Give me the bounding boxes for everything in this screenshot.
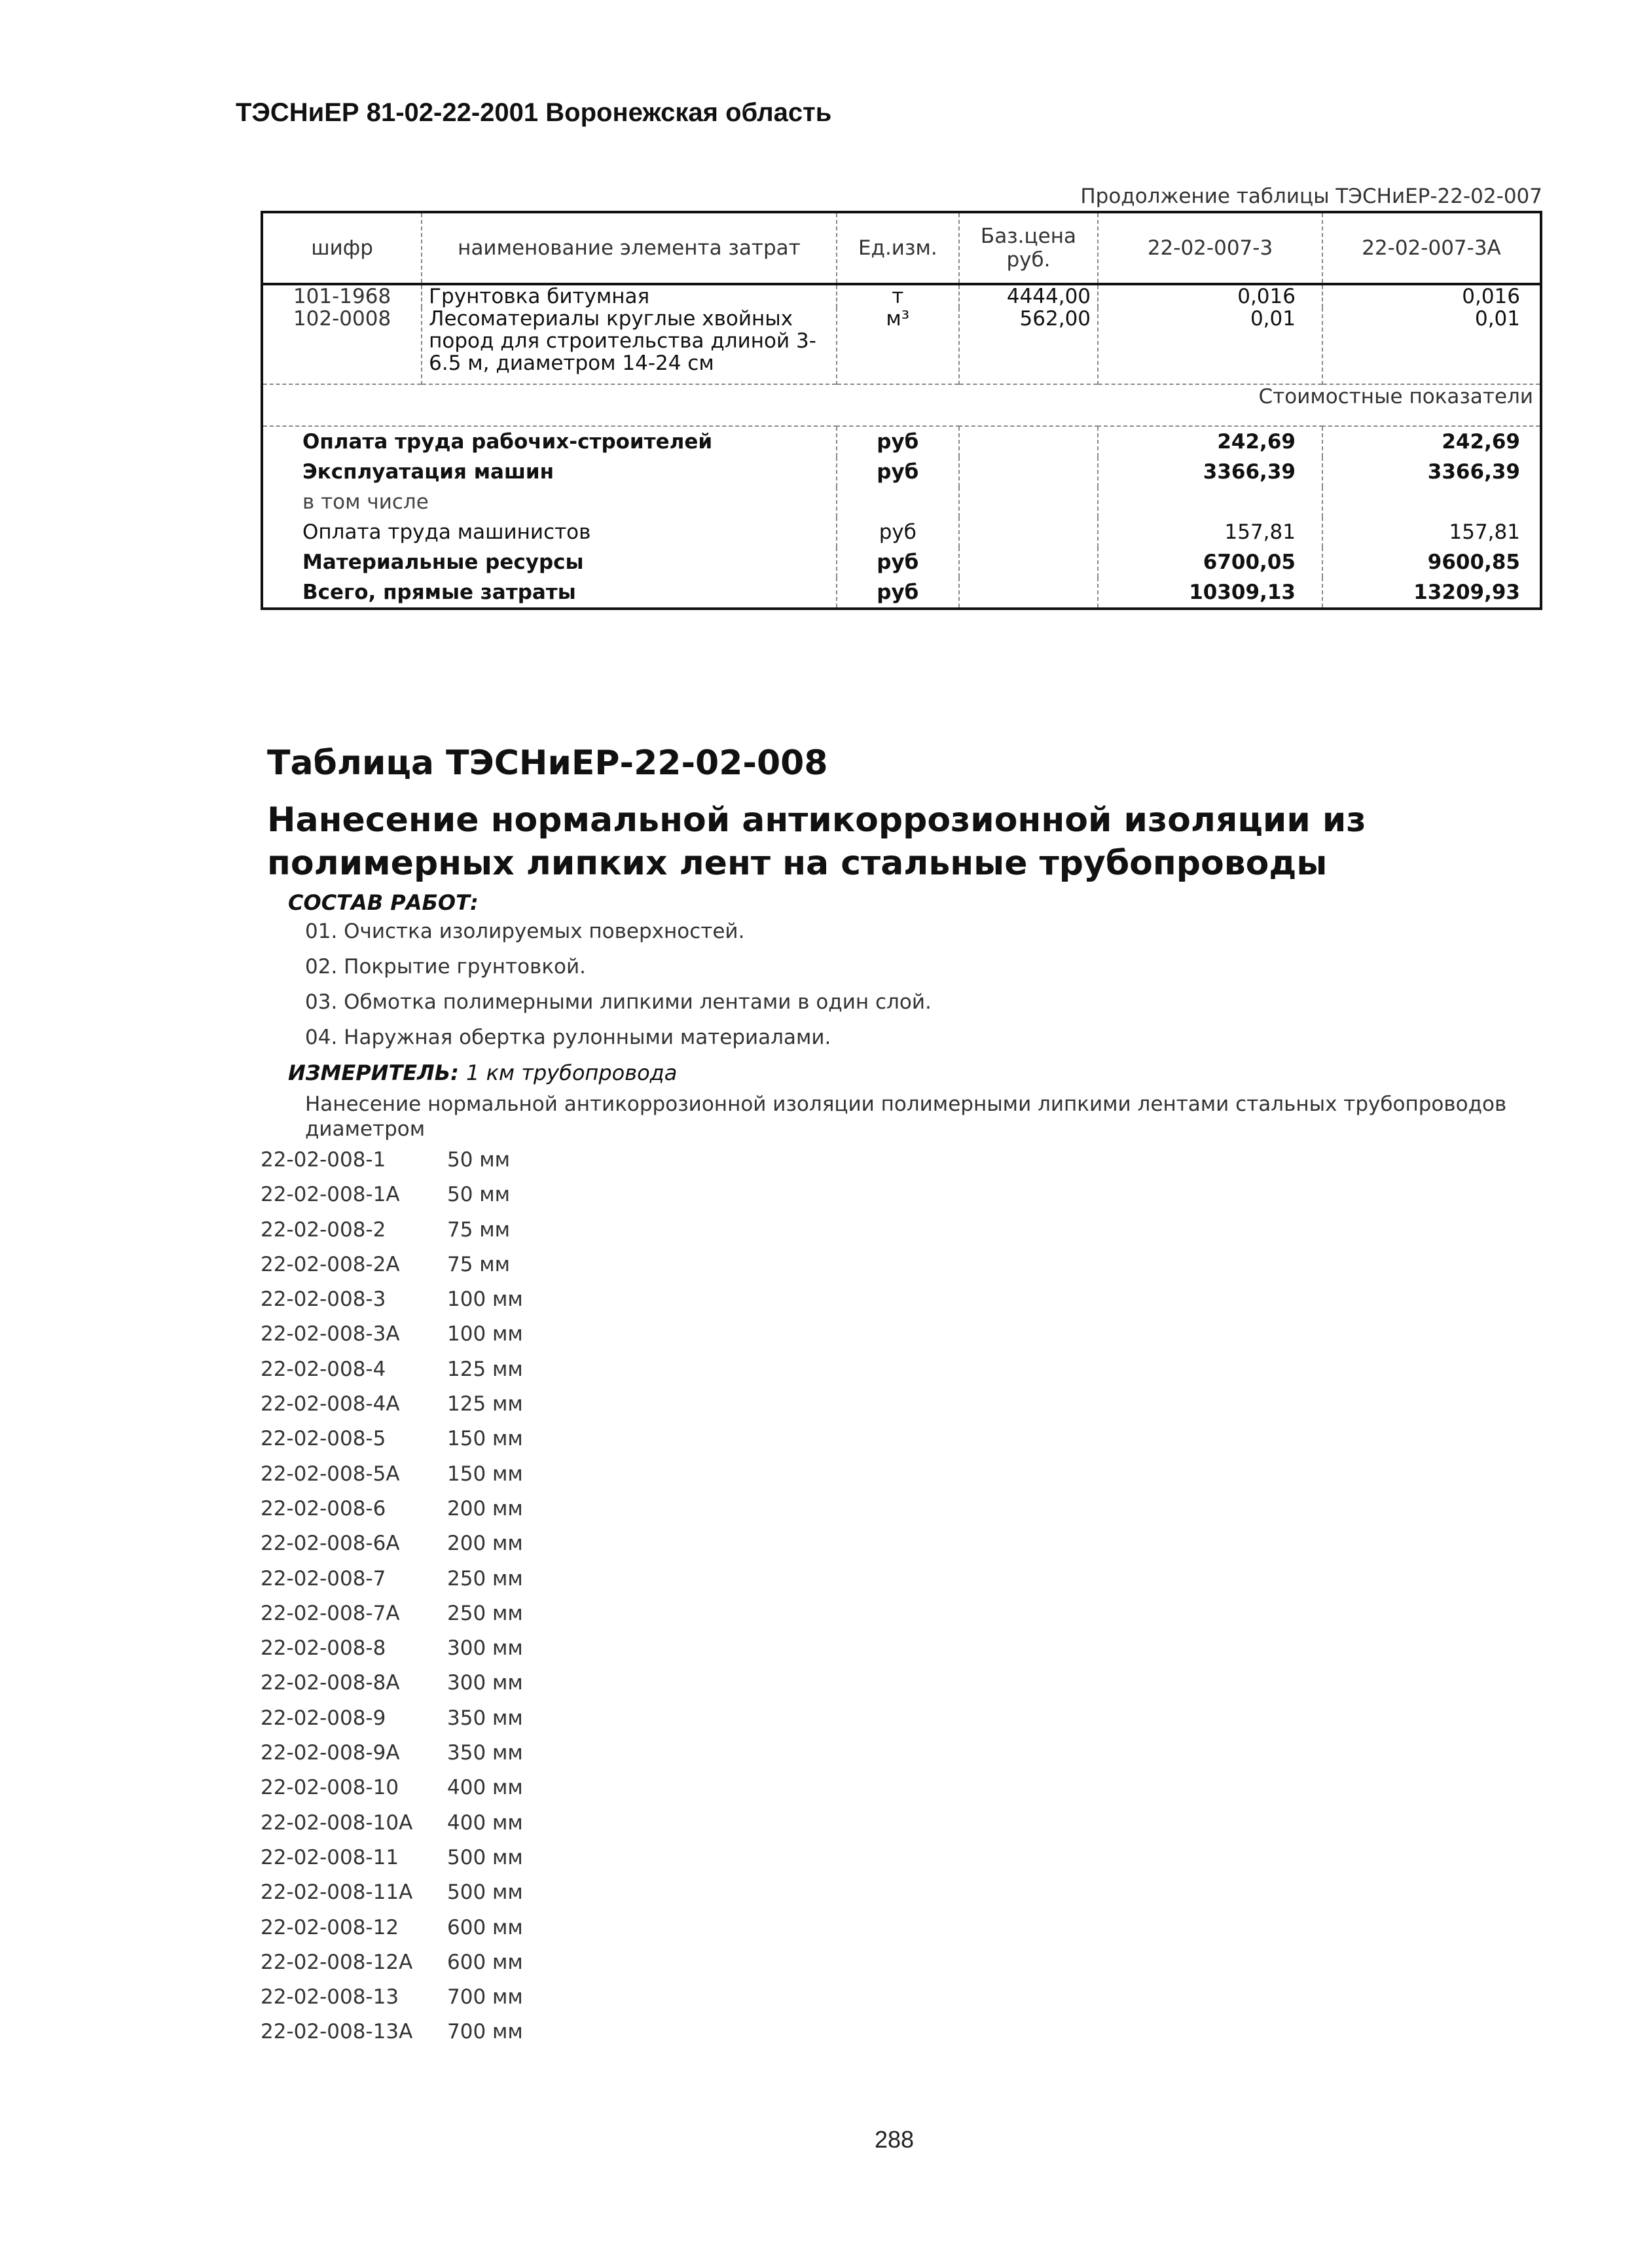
code: 22-02-008-2А bbox=[261, 1252, 400, 1276]
diameter: 50 мм bbox=[447, 1148, 511, 1172]
indicators-row bbox=[262, 384, 1541, 426]
summary-price bbox=[959, 577, 1098, 609]
column-header: Баз.цена руб. bbox=[959, 212, 1098, 284]
list-item bbox=[261, 1741, 523, 1776]
summary-row bbox=[262, 426, 1541, 457]
summary-price bbox=[959, 547, 1098, 577]
summary-value: 6700,05 bbox=[1098, 547, 1322, 577]
diameter: 150 мм bbox=[447, 1462, 523, 1486]
diameter: 400 мм bbox=[447, 1776, 523, 1800]
section-subtitle: Нанесение нормальной антикоррозионной изоляции из полимерных липких лент на стальные трубопроводы bbox=[267, 801, 1366, 883]
column-header: 22-02-007-3 bbox=[1098, 212, 1322, 284]
summary-price bbox=[959, 487, 1098, 517]
list-item: 01. Очистка изолируемых поверхностей. bbox=[305, 920, 745, 943]
code: 22-02-008-13А bbox=[261, 2020, 413, 2044]
diameter: 50 мм bbox=[447, 1183, 511, 1207]
summary-label: Эксплуатация машин bbox=[262, 457, 837, 487]
list-item bbox=[261, 1985, 523, 2020]
diameter: 200 мм bbox=[447, 1496, 523, 1521]
table-row bbox=[262, 284, 1541, 308]
diameter: 125 мм bbox=[447, 1357, 523, 1381]
summary-label: Материальные ресурсы bbox=[262, 547, 837, 577]
work-composition-label: СОСТАВ РАБОТ: bbox=[288, 890, 479, 915]
cell-value: 0,01 bbox=[1098, 308, 1322, 384]
list-item bbox=[261, 1706, 523, 1741]
diameter: 500 мм bbox=[447, 1881, 523, 1905]
summary-unit bbox=[837, 487, 959, 517]
code: 22-02-008-13 bbox=[261, 1985, 399, 2009]
page-number: 288 bbox=[875, 2126, 915, 2153]
diameter: 500 мм bbox=[447, 1845, 523, 1869]
code: 22-02-008-9 bbox=[261, 1706, 386, 1730]
summary-row bbox=[262, 487, 1541, 517]
list-item: 04. Наружная обертка рулонными материалами. bbox=[305, 1026, 831, 1049]
table-continuation-note: Продолжение таблицы ТЭСНиЕР-22-02-007 bbox=[1080, 185, 1542, 208]
code: 22-02-008-10А bbox=[261, 1810, 413, 1835]
page-header: ТЭСНиЕР 81-02-22-2001 Воронежская область bbox=[236, 98, 832, 127]
diameter: 125 мм bbox=[447, 1392, 523, 1416]
list-item bbox=[261, 1951, 523, 1985]
meter-line bbox=[288, 1060, 677, 1085]
diameter: 350 мм bbox=[447, 1706, 523, 1730]
cell-unit: т bbox=[837, 284, 959, 308]
cell-code: 101-1968 bbox=[262, 284, 422, 308]
diameter: 600 мм bbox=[447, 1950, 523, 1974]
diameter: 250 мм bbox=[447, 1566, 523, 1591]
cell-code: 102-0008 bbox=[262, 308, 422, 384]
diameter: 300 мм bbox=[447, 1636, 523, 1661]
list-item: 03. Обмотка полимерными липкими лентами в один слой. bbox=[305, 990, 932, 1014]
code: 22-02-008-1 bbox=[261, 1148, 386, 1172]
diameter: 100 мм bbox=[447, 1322, 523, 1346]
summary-unit: руб bbox=[837, 426, 959, 457]
indicators-label: Стоимостные показатели bbox=[262, 384, 1541, 426]
summary-row bbox=[262, 517, 1541, 547]
list-item: 02. Покрытие грунтовкой. bbox=[305, 955, 587, 979]
summary-price bbox=[959, 457, 1098, 487]
list-item bbox=[261, 1497, 523, 1532]
column-header: Ед.изм. bbox=[837, 212, 959, 284]
summary-label: Оплата труда машинистов bbox=[262, 517, 837, 547]
column-header: 22-02-007-3А bbox=[1322, 212, 1541, 284]
code: 22-02-008-4 bbox=[261, 1357, 386, 1381]
summary-value: 3366,39 bbox=[1322, 457, 1541, 487]
summary-unit: руб bbox=[837, 517, 959, 547]
code: 22-02-008-8 bbox=[261, 1636, 386, 1661]
cell-value: 0,01 bbox=[1322, 308, 1541, 384]
diameter: 400 мм bbox=[447, 1810, 523, 1835]
cell-value: 0,016 bbox=[1322, 284, 1541, 308]
list-item bbox=[261, 1776, 523, 1810]
summary-row bbox=[262, 457, 1541, 487]
list-item bbox=[261, 1218, 523, 1253]
diameter: 200 мм bbox=[447, 1532, 523, 1556]
list-item bbox=[261, 1358, 523, 1392]
code: 22-02-008-3 bbox=[261, 1287, 386, 1312]
list-item bbox=[261, 1532, 523, 1566]
code: 22-02-008-6А bbox=[261, 1532, 400, 1556]
list-item bbox=[261, 1322, 523, 1357]
code: 22-02-008-12А bbox=[261, 1950, 413, 1974]
summary-value: 3366,39 bbox=[1098, 457, 1322, 487]
code: 22-02-008-10 bbox=[261, 1776, 399, 1800]
code: 22-02-008-9А bbox=[261, 1741, 400, 1765]
diameter: 75 мм bbox=[447, 1217, 511, 1242]
summary-label: Оплата труда рабочих-строителей bbox=[262, 426, 837, 457]
table-header-row bbox=[262, 212, 1541, 284]
list-item bbox=[261, 2020, 523, 2055]
list-item bbox=[261, 1671, 523, 1706]
code: 22-02-008-3А bbox=[261, 1322, 400, 1346]
code: 22-02-008-5А bbox=[261, 1462, 400, 1486]
meter-value: 1 км трубопровода bbox=[466, 1060, 678, 1085]
list-item bbox=[261, 1567, 523, 1602]
summary-unit: руб bbox=[837, 577, 959, 609]
cost-table bbox=[261, 211, 1542, 610]
summary-value bbox=[1322, 487, 1541, 517]
table-row bbox=[262, 308, 1541, 384]
code: 22-02-008-11А bbox=[261, 1881, 413, 1905]
cell-price: 562,00 bbox=[959, 308, 1098, 384]
work-list bbox=[305, 920, 932, 1061]
summary-price bbox=[959, 517, 1098, 547]
list-item bbox=[261, 1183, 523, 1217]
summary-value: 157,81 bbox=[1098, 517, 1322, 547]
summary-unit: руб bbox=[837, 457, 959, 487]
diameter: 600 мм bbox=[447, 1915, 523, 1939]
diameter: 100 мм bbox=[447, 1287, 523, 1312]
list-item bbox=[261, 1811, 523, 1846]
cell-price: 4444,00 bbox=[959, 284, 1098, 308]
summary-value: 9600,85 bbox=[1322, 547, 1541, 577]
diameter: 700 мм bbox=[447, 1985, 523, 2009]
diameter: 150 мм bbox=[447, 1427, 523, 1451]
summary-value: 157,81 bbox=[1322, 517, 1541, 547]
list-item bbox=[261, 1916, 523, 1951]
section-title: Таблица ТЭСНиЕР-22-02-008 bbox=[267, 744, 828, 783]
codes-description: Нанесение нормальной антикоррозионной изоляции полимерными липкими лентами стальных трубопроводов диаметром bbox=[305, 1092, 1507, 1141]
list-item bbox=[261, 1846, 523, 1881]
summary-unit: руб bbox=[837, 547, 959, 577]
code: 22-02-008-5 bbox=[261, 1427, 386, 1451]
diameter: 75 мм bbox=[447, 1252, 511, 1276]
column-header: наименование элемента затрат bbox=[422, 212, 837, 284]
code: 22-02-008-2 bbox=[261, 1217, 386, 1242]
list-item bbox=[261, 1636, 523, 1671]
diameter: 700 мм bbox=[447, 2020, 523, 2044]
code: 22-02-008-1А bbox=[261, 1183, 400, 1207]
list-item bbox=[261, 1392, 523, 1427]
diameter: 250 мм bbox=[447, 1601, 523, 1625]
summary-value: 10309,13 bbox=[1098, 577, 1322, 609]
summary-row bbox=[262, 577, 1541, 609]
diameter: 350 мм bbox=[447, 1741, 523, 1765]
summary-value: 242,69 bbox=[1098, 426, 1322, 457]
cell-name: Грунтовка битумная bbox=[422, 284, 837, 308]
code: 22-02-008-4А bbox=[261, 1392, 400, 1416]
list-item bbox=[261, 1881, 523, 1915]
column-header: шифр bbox=[262, 212, 422, 284]
code-list bbox=[261, 1148, 523, 2055]
meter-label: ИЗМЕРИТЕЛЬ: bbox=[288, 1060, 459, 1085]
cell-name: Лесоматериалы круглые хвойных пород для строительства длиной 3-6.5 м, диаметром 14-24 см bbox=[422, 308, 837, 384]
cell-value: 0,016 bbox=[1098, 284, 1322, 308]
list-item bbox=[261, 1253, 523, 1287]
code: 22-02-008-7А bbox=[261, 1601, 400, 1625]
code: 22-02-008-11 bbox=[261, 1845, 399, 1869]
list-item bbox=[261, 1427, 523, 1462]
summary-value bbox=[1098, 487, 1322, 517]
summary-label: в том числе bbox=[262, 487, 837, 517]
list-item bbox=[261, 1602, 523, 1636]
diameter: 300 мм bbox=[447, 1671, 523, 1695]
summary-label: Всего, прямые затраты bbox=[262, 577, 837, 609]
code: 22-02-008-12 bbox=[261, 1915, 399, 1939]
list-item bbox=[261, 1287, 523, 1322]
summary-value: 242,69 bbox=[1322, 426, 1541, 457]
list-item bbox=[261, 1462, 523, 1497]
summary-price bbox=[959, 426, 1098, 457]
list-item bbox=[261, 1148, 523, 1183]
cell-unit: м³ bbox=[837, 308, 959, 384]
code: 22-02-008-7 bbox=[261, 1566, 386, 1591]
summary-row bbox=[262, 547, 1541, 577]
code: 22-02-008-6 bbox=[261, 1496, 386, 1521]
code: 22-02-008-8А bbox=[261, 1671, 400, 1695]
summary-value: 13209,93 bbox=[1322, 577, 1541, 609]
